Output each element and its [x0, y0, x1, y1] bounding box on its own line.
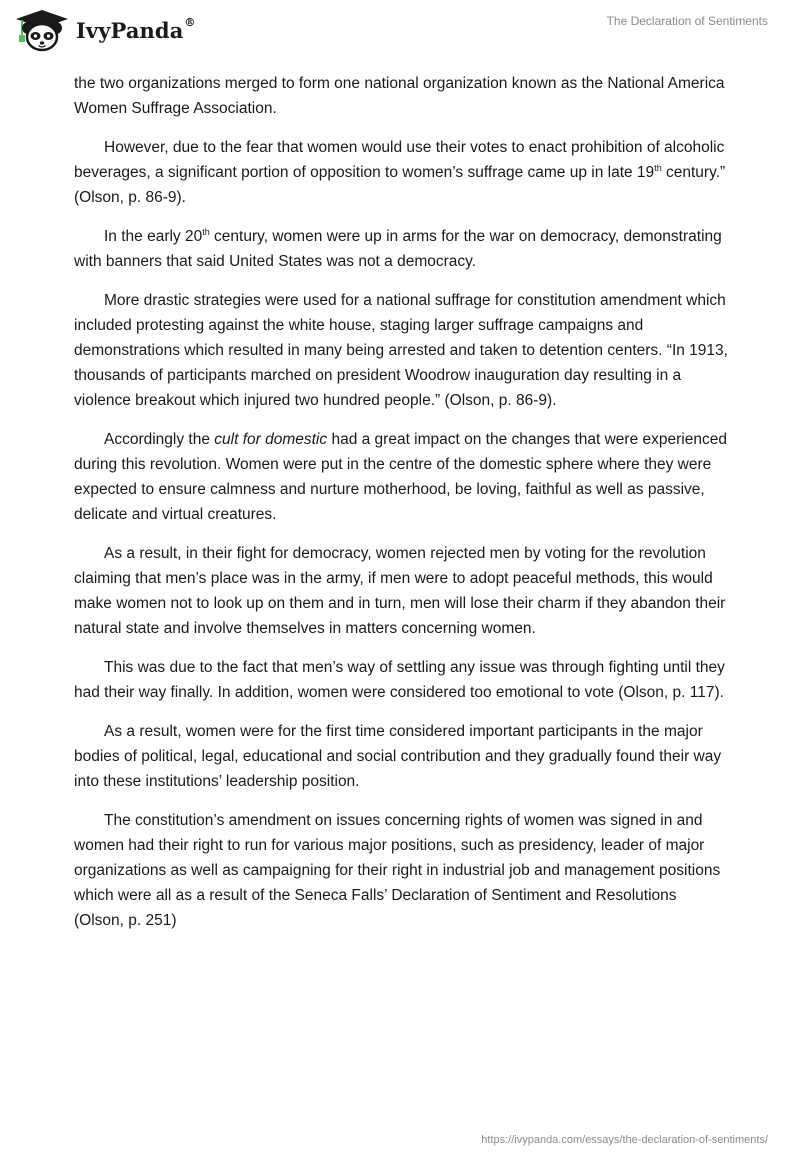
page-header	[0, 0, 800, 70]
paragraph: However, due to the fear that women would use their votes to enact prohibition of alcoholic beverages, a significant portion of opposition to women’s suffrage came up in late 19th century.” (Olson, p. 86-9).	[74, 139, 726, 206]
paragraph: As a result, in their fight for democracy, women rejected men by voting for the revolution claiming that men’s place was in the army, if men were to adopt peaceful methods, this would make women not to look up on them and in turn, men will lose their charm if they abandon their natural state and involve themselves in matters concerning women.	[74, 545, 726, 637]
paragraph: Accordingly the cult for domestic had a great impact on the changes that were experienced during this revolution. Women were put in the centre of the domestic sphere where they were expected to ensure calmness and nurture motherhood, be loving, faithful as well as passive, delicate and virtual creatures.	[74, 431, 727, 523]
paragraph: As a result, women were for the first time considered important participants in the major bodies of political, legal, educational and social contribution and they gradually found their way into these institutions’ leadership position.	[74, 723, 722, 790]
logo[interactable]	[14, 8, 196, 52]
paragraph: More drastic strategies were used for a national suffrage for constitution amendment which included protesting against the white house, staging larger suffrage campaigns and demonstrations which resulted in many being arrested and taken to detention centers. “In 1913, thousands of participants marched on president Woodrow inauguration day resulting in a violence breakout which injured two hundred people.” (Olson, p. 86-9).	[74, 292, 728, 409]
paragraph: This was due to the fact that men’s way of settling any issue was through fighting until they had their way finally. In addition, women were considered too emotional to vote (Olson, p. 117).	[74, 659, 725, 701]
emphasis: cult for domestic	[214, 431, 328, 448]
source-url[interactable]: https://ivypanda.com/essays/the-declaration-of-sentiments/	[481, 1134, 768, 1146]
essay-body	[74, 71, 730, 947]
panda-logo-icon	[14, 8, 70, 52]
brand-name: IvyPanda®	[76, 15, 196, 43]
paragraph: The constitution’s amendment on issues concerning rights of women was signed in and women had their right to run for various major positions, such as presidency, leader of major organizations as well as campaigning for their right in industrial job and management positions which were all as a result of the Seneca Falls’ Declaration of Sentiment and Resolutions (Olson, p. 251)	[74, 812, 721, 929]
document-title: The Declaration of Sentiments	[606, 14, 768, 28]
registered-mark: ®	[184, 15, 196, 29]
paragraph: the two organizations merged to form one national organization known as the National America Women Suffrage Association.	[74, 75, 725, 117]
paragraph: In the early 20th century, women were up in arms for the war on democracy, demonstrating with banners that said United States was not a democracy.	[74, 226, 722, 270]
